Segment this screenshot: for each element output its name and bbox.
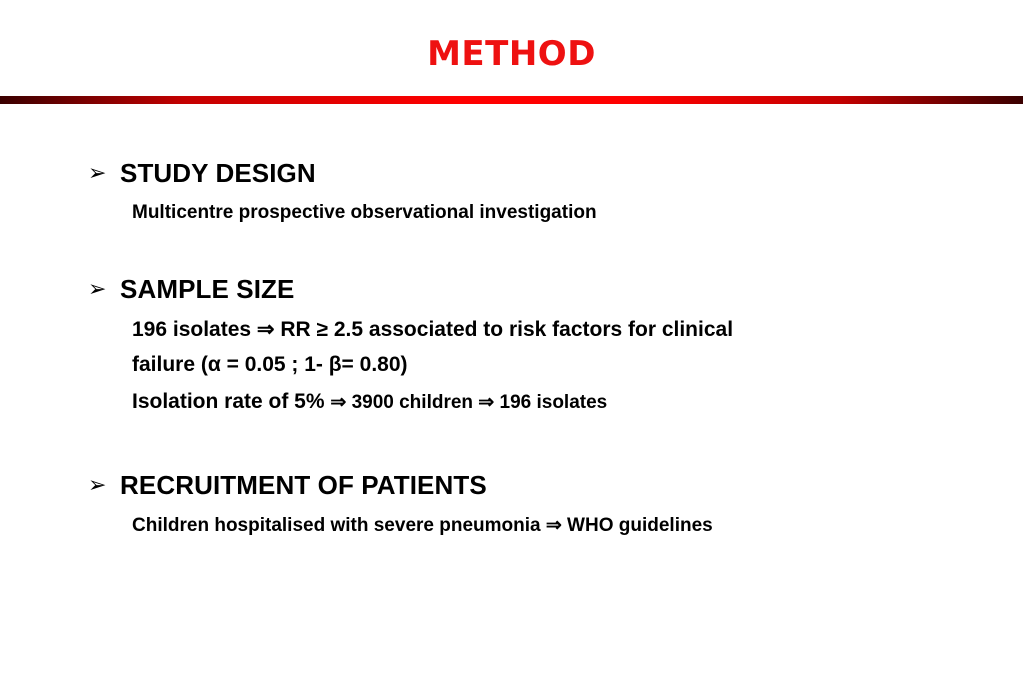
sample-size-line-2: failure (α = 0.05 ; 1- β= 0.80) xyxy=(132,353,408,376)
arrowhead-bullet-icon: ➢ xyxy=(88,276,107,302)
heading-row xyxy=(88,469,487,501)
sample-size-line-3 xyxy=(132,390,607,414)
arrowhead-bullet-icon: ➢ xyxy=(88,472,107,498)
isolation-rate-result: ⇒ 3900 children ⇒ 196 isolates xyxy=(330,392,608,413)
isolation-rate-text: Isolation rate of 5% xyxy=(132,390,331,413)
heading-row xyxy=(88,157,316,189)
section-heading: SAMPLE SIZE xyxy=(120,273,295,304)
sample-size-line-1: 196 isolates ⇒ RR ≥ 2.5 associated to risk factors for clinical xyxy=(132,318,734,341)
heading-row xyxy=(88,273,294,305)
section-heading: RECRUITMENT OF PATIENTS xyxy=(120,469,487,500)
recruitment-text: Children hospitalised with severe pneumonia ⇒ WHO guidelines xyxy=(132,515,713,536)
title-divider xyxy=(0,96,1023,104)
study-design-text: Multicentre prospective observational investigation xyxy=(132,202,597,223)
arrowhead-bullet-icon: ➢ xyxy=(88,160,107,186)
slide-title: METHOD xyxy=(427,34,596,74)
section-heading: STUDY DESIGN xyxy=(120,157,316,188)
